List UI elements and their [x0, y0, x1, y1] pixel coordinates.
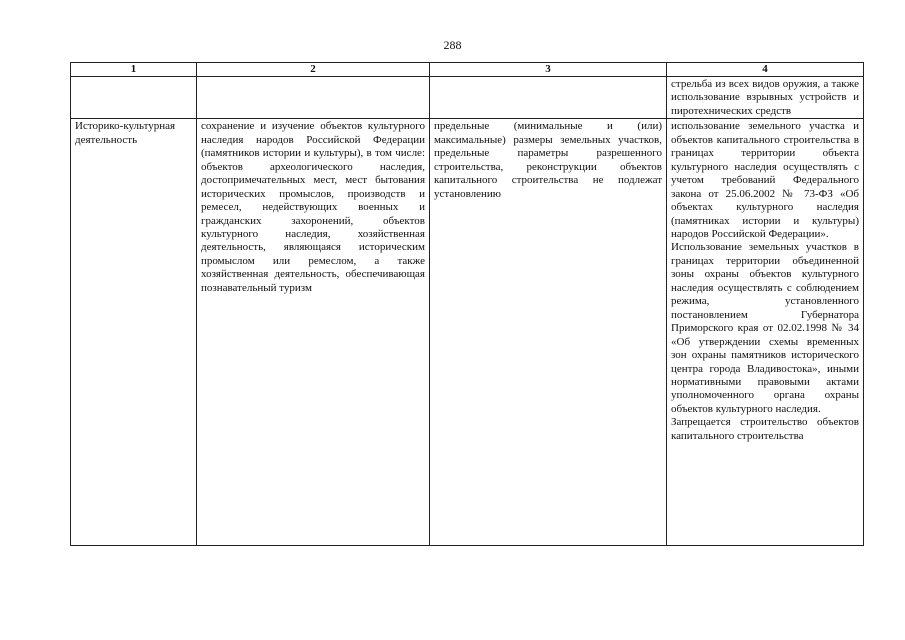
restrictions-paragraph-3: Запрещается строительство объектов капитального строительства — [671, 416, 859, 442]
table-header-row — [71, 63, 864, 77]
column-header-1: 1 — [71, 63, 197, 77]
restrictions-paragraph-2: Использование земельных участков в границах территории объединенной зоны охраны объектов культурного наследия осуществлять с соблюдением режима, установленного постановлением Губернатора Приморского края от 02.02.1998 № 34 «Об утверждении схемы временных зон охраны памятников исторического центра города Владивостока», иными нормативными правовыми актами уполномоченного органа охраны объектов культурного наследия. — [671, 241, 859, 415]
restrictions-paragraph-1: использование земельного участка и объектов капитального строительства в границах территории объекта культурного наследия осуществлять с учетом требований Федерального закона от 25.06.2002 № 73-ФЗ «Об объектах культурного наследия (памятниках истории и культуры) народов Российской Федерации». — [671, 120, 859, 240]
page-number: 288 — [443, 38, 462, 52]
row1-col4-paragraph-1: стрельба из всех видов оружия, а также использование взрывных устройств и пиротехнических средств — [671, 78, 859, 117]
table-row — [71, 77, 864, 119]
activity-description-cell: сохранение и изучение объектов культурного наследия народов Российской Федерации (памятников истории и культуры), в том числе: объектов археологического наследия, достопримечательных мест, мест бытования исторических промыслов, производств и ремесел, недействующих военных и гражданских захоронений, объектов культурного наследия, хозяйственная деятельность, являющаяся историческим промыслом или ремеслом, а также хозяйственная деятельность, обеспечивающая познавательный туризм — [197, 119, 430, 546]
table-row — [71, 119, 864, 546]
row1-col2-cell — [197, 77, 430, 119]
parameters-cell: предельные (минимальные и (или) максимальные) размеры земельных участков, предельные параметры разрешенного строительства, реконструкции объектов капитального строительства не подлежат установлению — [430, 119, 667, 546]
row1-col4-cell — [667, 77, 864, 119]
row1-col1-cell — [71, 77, 197, 119]
row1-col3-cell — [430, 77, 667, 119]
restrictions-cell — [667, 119, 864, 546]
regulations-table — [70, 62, 864, 546]
column-header-3: 3 — [430, 63, 667, 77]
activity-name-cell: Историко-культурная деятельность — [71, 119, 197, 546]
column-header-4: 4 — [667, 63, 864, 77]
column-header-2: 2 — [197, 63, 430, 77]
